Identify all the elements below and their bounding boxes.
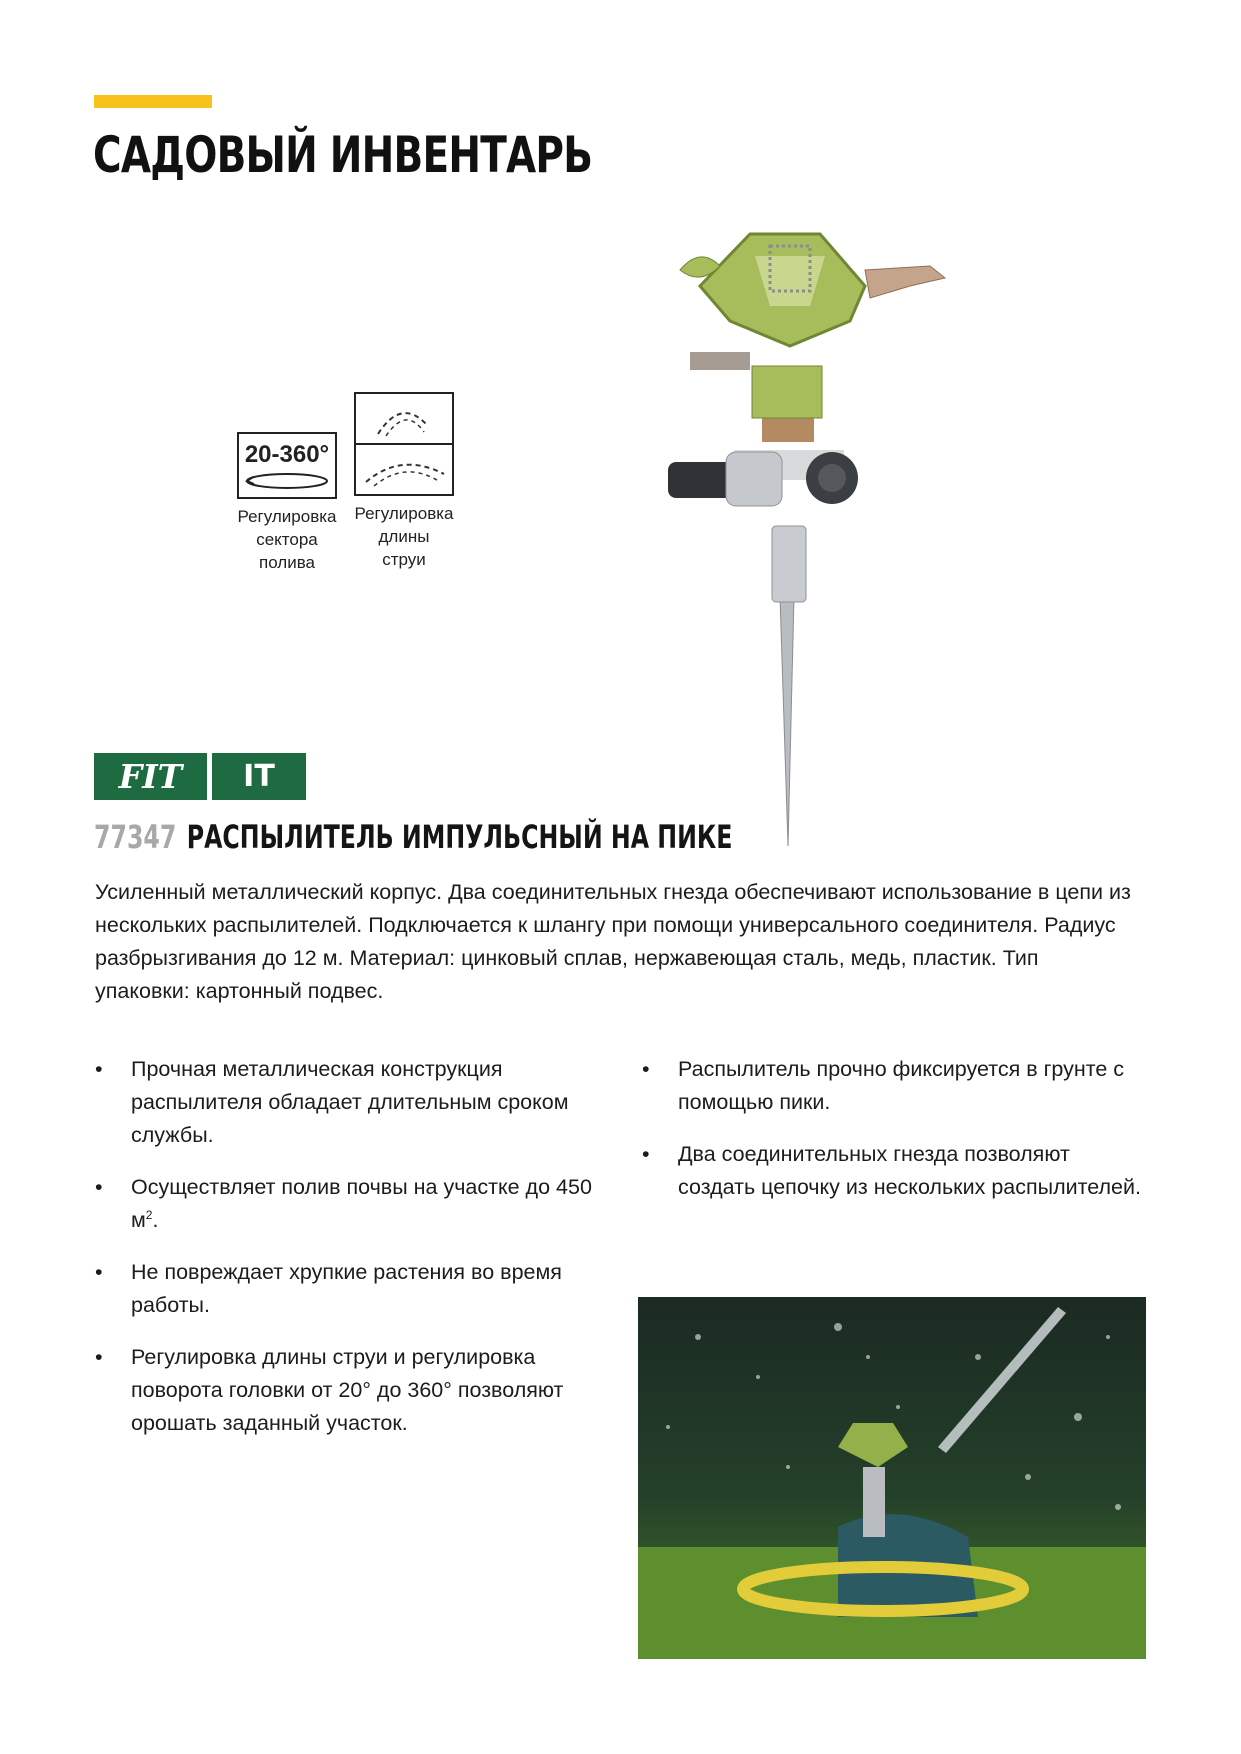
product-name: РАСПЫЛИТЕЛЬ ИМПУЛЬСНЫЙ НА ПИКЕ — [186, 818, 733, 856]
product-code: 77347 — [94, 818, 177, 856]
list-item: • Осуществляет полив почвы на участке до 450 $м^2$. — [95, 1175, 592, 1232]
list-item: • Два соединительных гнезда позволяют создать цепочку из нескольких распылителей. — [642, 1142, 1141, 1199]
feature-label-line: длины — [378, 527, 430, 546]
header-accent-bar — [94, 95, 212, 108]
product-heading — [94, 818, 732, 856]
feature-label-line: полива — [259, 553, 315, 572]
feature-jet-length — [348, 392, 460, 571]
list-item: • Прочная металлическая конструкция распылителя обладает длительным сроком службы. — [95, 1057, 569, 1147]
sector-360-icon — [237, 432, 337, 499]
sector-icon-text: 20-360° — [244, 441, 330, 468]
brand-series-badge: IT — [212, 753, 306, 800]
list-item: • Распылитель прочно фиксируется в грунте с помощью пики. — [642, 1057, 1125, 1114]
product-image — [660, 226, 970, 846]
brand-logo: FIT — [94, 753, 207, 800]
feature-label-line: Регулировка — [237, 507, 337, 526]
list-item: • Регулировка длины струи и регулировка поворота головки от 20° до 360° позволяют орошать заданный участок. — [95, 1345, 564, 1435]
page-title: САДОВЫЙ ИНВЕНТАРЬ — [93, 126, 593, 184]
features-list-left — [95, 1053, 615, 1459]
feature-label-line: струи — [382, 550, 426, 569]
product-description: Усиленный металлический корпус. Два соединительных гнезда обеспечивают использование в цепи из нескольких распылителей. Подключается к шлангу при помощи универсального соединителя. Радиус разбрызгивания до 12 м. Материал: цинковый сплав, нержавеющая сталь, медь, пластик. Тип упаковки: картонный подвес. — [95, 880, 1131, 1003]
feature-sector — [231, 428, 343, 574]
jet-length-icon — [354, 392, 454, 496]
features-list-right — [642, 1053, 1142, 1223]
feature-label-line: Регулировка — [354, 504, 454, 523]
list-item: • Не повреждает хрупкие растения во время работы. — [95, 1260, 562, 1317]
usage-photo — [638, 1297, 1146, 1659]
feature-label-line: сектора — [256, 530, 318, 549]
